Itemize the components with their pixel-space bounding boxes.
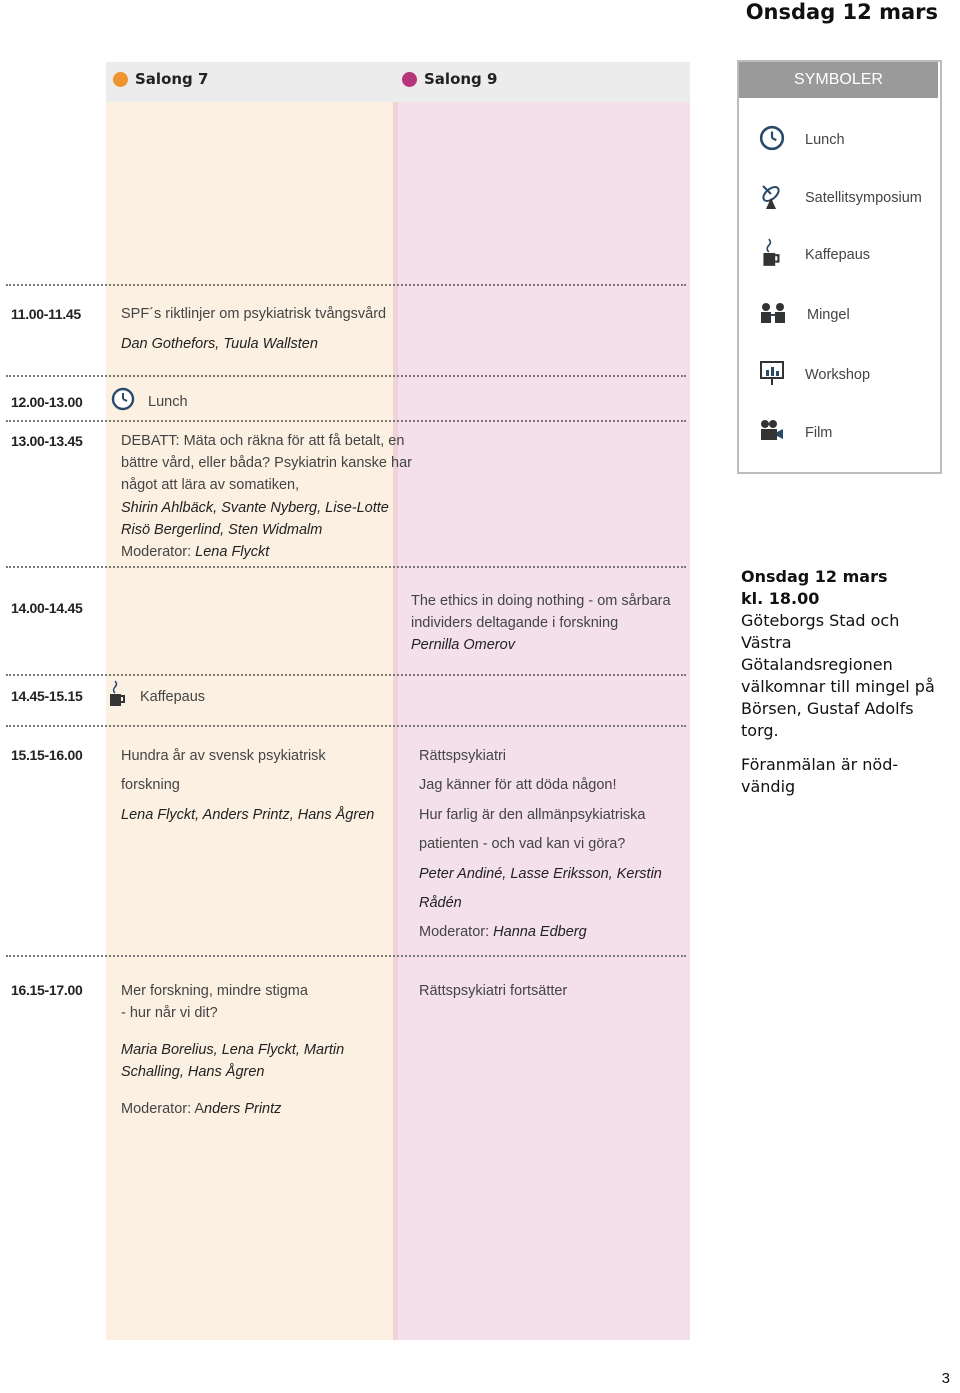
session-title: SPF´s riktlinjer om psykiatrisk tvångsvård [121,306,387,322]
side-note: vändig [741,777,796,796]
moderator-label: Moderator: A [121,1101,205,1117]
legend-item [759,360,870,390]
time-slot: 13.00-13.45 [11,433,83,449]
session-speakers: Rådén [419,895,462,911]
legend-item [759,419,832,447]
session-title-line: Hundra år av svensk psykiatrisk [121,748,326,764]
legend-item [759,302,850,328]
time-slot: 15.15-16.00 [11,747,83,763]
side-time: kl. 18.00 [741,589,820,608]
legend-label: Mingel [807,307,850,323]
session-title-line: Hur farlig är den allmänpsykiatriska [419,807,646,823]
time-slot: 16.15-17.00 [11,982,83,998]
time-slot: 11.00-11.45 [11,306,81,322]
side-announcement [741,566,951,798]
session-moderator [121,541,269,563]
session-title-line: DEBATT: Mäta och räkna för att få betalt, en [121,433,405,449]
salong-7-header [113,70,208,88]
side-line: Göteborgs Stad och [741,611,900,630]
session-speakers: Maria Borelius, Lena Flyckt, Martin [121,1042,345,1058]
session-title-line: Rättspsykiatri [419,748,507,764]
moderator-name: Lena Flyckt [195,544,270,560]
session-title: Rättspsykiatri fortsätter [419,983,568,999]
presentation-icon [759,360,805,390]
symbols-header: SYMBOLER [739,62,938,98]
row-separator [6,375,686,377]
legend-label: Satellitsymposium [805,190,922,206]
side-line: Börsen, Gustaf Adolfs [741,699,914,718]
row-separator [6,725,686,727]
side-line: Götalandsregionen [741,655,893,674]
moderator-name: Hanna Edberg [493,924,587,940]
session-speakers: Peter Andiné, Lasse Eriksson, Kerstin [419,866,662,882]
row-separator [6,566,686,568]
session-speakers: Dan Gothefors, Tuula Wallsten [121,336,318,352]
kaffepaus-label: Kaffepaus [140,689,206,705]
session-speakers: Pernilla Omerov [411,637,515,653]
side-note: Föranmälan är nöd- [741,755,899,774]
moderator-label: Moderator: [121,544,196,560]
people-icon [759,302,807,328]
clock-icon [759,125,805,155]
session-speakers: Risö Bergerlind, Sten Widmalm [121,522,323,538]
moderator-label: Moderator: [419,924,494,940]
session-title-line: individers deltagande i forskning [411,615,619,631]
film-camera-icon [759,419,805,447]
clock-icon [111,387,135,416]
session-speakers: Schalling, Hans Ågren [121,1064,265,1080]
legend-item [759,182,922,214]
session-title-line: forskning [121,777,180,793]
row-separator [6,674,686,676]
session-title-line: Jag känner för att döda någon! [419,777,617,793]
session-moderator [121,1098,281,1120]
legend-item [759,238,870,272]
session-title-line: The ethics in doing nothing - om sårbara [411,593,671,609]
legend-label: Lunch [805,132,845,148]
side-line: välkomnar till mingel på [741,677,935,696]
side-line: torg. [741,721,779,740]
session-title-line: bättre vård, eller båda? Psykiatrin kanske har [121,455,412,471]
session-title-line: - hur når vi dit? [121,1005,218,1021]
side-title: Onsdag 12 mars [741,567,888,586]
coffee-icon [108,680,128,713]
legend-label: Kaffepaus [805,247,871,263]
salong-9-header [402,70,497,88]
session-moderator [419,921,587,943]
time-slot: 12.00-13.00 [11,394,83,410]
page-title: Onsdag 12 mars [745,0,938,24]
coffee-icon [759,238,805,272]
moderator-name: nders Printz [204,1101,282,1117]
time-slot: 14.45-15.15 [11,688,83,704]
side-line: Västra [741,633,792,652]
page-number: 3 [941,1370,950,1387]
legend-label: Workshop [805,367,871,383]
session-speakers: Lena Flyckt, Anders Printz, Hans Ågren [121,807,375,823]
orange-dot-icon [113,72,128,87]
legend-item [759,125,845,155]
column-divider [393,102,398,1340]
row-separator [6,420,686,422]
legend-label: Film [805,425,833,441]
row-separator [6,955,686,957]
session-title-line: patienten - och vad kan vi göra? [419,836,626,852]
row-separator [6,284,686,286]
session-title-line: Mer forskning, mindre stigma [121,983,308,999]
time-slot: 14.00-14.45 [11,600,83,616]
salong-9-label: Salong 9 [424,70,498,88]
lunch-label: Lunch [148,394,188,410]
salong-7-label: Salong 7 [135,70,209,88]
session-speakers: Shirin Ahlbäck, Svante Nyberg, Lise-Lotte [121,500,389,516]
magenta-dot-icon [402,72,417,87]
session-title-line: något att lära av somatiken, [121,477,300,493]
satellite-icon [759,182,805,214]
salong-9-column [393,62,690,1340]
